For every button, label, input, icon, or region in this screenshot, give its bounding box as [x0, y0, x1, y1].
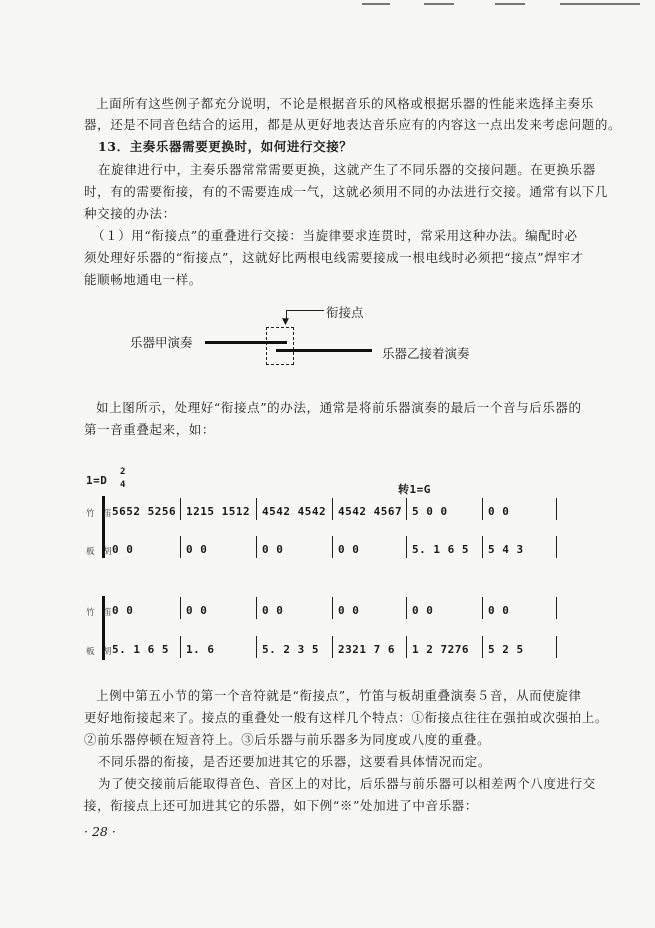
barline: [482, 536, 483, 558]
barline: [556, 636, 557, 658]
barline: [482, 498, 483, 520]
barline: [482, 636, 483, 658]
paragraph-5-line-1: 上例中第五小节的第一个音符就是“衔接点”，竹笛与板胡重叠演奏５音，从而使旋律: [96, 688, 582, 703]
s2-banhu-bar-6: 5 2 5: [488, 643, 524, 656]
barline: [406, 597, 407, 619]
time-signature-top: 2: [120, 467, 126, 477]
barline: [556, 498, 557, 520]
s1-banhu-bar-3: 0 0: [262, 543, 284, 556]
s1-banhu-bar-4: 0 0: [338, 543, 360, 556]
time-signature-bottom: 4: [120, 480, 126, 490]
barline: [332, 498, 333, 520]
barline: [256, 498, 257, 520]
paragraph-2-line-2: 时，有的需要衔接，有的不需要连成一气，这就必须用不同的办法进行交接。通常有以下几: [84, 184, 609, 199]
paragraph-5-line-2: 更好地衔接起来了。接点的重叠处一般有这样几个特点：①衔接点往往在强拍或次强拍上。: [84, 710, 609, 725]
barline: [406, 498, 407, 520]
s1-dizi-bar-6: 0 0: [488, 505, 510, 518]
s2-dizi-bar-5: 0 0: [412, 604, 434, 617]
s1-dizi-bar-5: 5 0 0: [412, 505, 448, 518]
modulation-marking: 转1=G: [398, 483, 431, 496]
barline: [180, 498, 181, 520]
system-1-dizi-label: 竹 笛: [86, 509, 112, 519]
paragraph-6-line-1: 不同乐器的衔接，是否还要加进其它的乐器，这要看具体情况而定。: [98, 754, 492, 769]
s2-dizi-bar-3: 0 0: [262, 604, 284, 617]
paragraph-4-line-2: 第一音重叠起来，如：: [84, 422, 216, 437]
s1-dizi-bar-4: 4542 4567: [338, 505, 403, 518]
s1-dizi-bar-1: 5652 5256: [112, 505, 177, 518]
s2-dizi-bar-1: 0 0: [112, 604, 134, 617]
barline: [406, 536, 407, 558]
instrument-a-label: 乐器甲演奏: [130, 335, 193, 350]
s1-dizi-bar-2: 1215 1512: [186, 505, 251, 518]
barline: [482, 597, 483, 619]
s1-dizi-bar-3: 4542 4542: [262, 505, 327, 518]
joint-point-label: 衔接点: [326, 305, 364, 320]
joint-pointer-line: [286, 310, 324, 311]
paragraph-2-line-3: 种交接的办法：: [84, 206, 176, 221]
s1-banhu-bar-1: 0 0: [112, 543, 134, 556]
instrument-a-line: [205, 341, 287, 344]
paragraph-5-line-3: ②前乐器停顿在短音符上。③后乐器与前乐器多为同度或八度的重叠。: [84, 732, 491, 747]
barline: [406, 636, 407, 658]
top-edge-marks: [0, 0, 655, 8]
paragraph-4-line-1: 如上图所示，处理好“衔接点”的办法，通常是将前乐器演奏的最后一个音与后乐器的: [96, 400, 582, 415]
s1-banhu-bar-5: 5. 1 6 5: [412, 543, 469, 556]
page-number: · 28 ·: [84, 824, 116, 839]
joint-dashed-box: [266, 327, 294, 365]
s2-dizi-bar-4: 0 0: [338, 604, 360, 617]
paragraph-7-line-2: 接，衔接点上还可加进其它的乐器，如下例“※”处加进了中音乐器：: [84, 798, 478, 813]
s1-banhu-bar-6: 5 4 3: [488, 543, 524, 556]
barline: [556, 536, 557, 558]
s2-banhu-bar-4: 2321 7 6: [338, 643, 395, 656]
paragraph-3-line-1: （１）用“衔接点”的重叠进行交接：当旋律要求连贯时，常采用这种办法。编配时必: [92, 228, 578, 243]
section-heading: 13．主奏乐器需要更换时，如何进行交接？: [98, 139, 353, 154]
barline: [180, 597, 181, 619]
s1-banhu-bar-2: 0 0: [186, 543, 208, 556]
system-2-banhu-label: 板 胡: [86, 647, 112, 657]
instrument-b-label: 乐器乙接着演奏: [382, 346, 470, 361]
arrow-down-icon: ▼: [282, 317, 289, 327]
barline: [256, 597, 257, 619]
s2-dizi-bar-2: 0 0: [186, 604, 208, 617]
barline: [332, 636, 333, 658]
barline: [332, 536, 333, 558]
barline: [180, 536, 181, 558]
barline: [256, 536, 257, 558]
s2-banhu-bar-5: 1 2 7276: [412, 643, 469, 656]
instrument-b-line: [276, 349, 372, 352]
barline: [556, 597, 557, 619]
barline: [256, 636, 257, 658]
barline: [180, 636, 181, 658]
s2-banhu-bar-2: 1. 6: [186, 643, 215, 656]
s2-banhu-bar-3: 5. 2 3 5: [262, 643, 319, 656]
paragraph-3-line-3: 能顺畅地通电一样。: [84, 272, 202, 287]
key-signature: 1=D: [86, 474, 108, 487]
system-1-banhu-label: 板 胡: [86, 547, 112, 557]
s2-dizi-bar-6: 0 0: [488, 604, 510, 617]
paragraph-3-line-2: 须处理好乐器的“衔接点”，这就好比两根电线需要接成一根电线时必须把“接点”焊牢才: [84, 250, 584, 265]
paragraph-1-line-1: 上面所有这些例子都充分说明，不论是根据音乐的风格或根据乐器的性能来选择主奏乐: [96, 96, 594, 111]
s2-banhu-bar-1: 5. 1 6 5: [112, 643, 169, 656]
paragraph-1-line-2: 器，还是不同音色结合的运用，都是从更好地表达音乐应有的内容这一点出发来考虑问题的。: [84, 117, 622, 132]
barline: [332, 597, 333, 619]
system-2-dizi-label: 竹 笛: [86, 608, 112, 618]
paragraph-7-line-1: 为了使交接前后能取得音色、音区上的对比，后乐器与前乐器可以相差两个八度进行交: [98, 776, 596, 791]
paragraph-2-line-1: 在旋律进行中，主奏乐器常常需要更换，这就产生了不同乐器的交接问题。在更换乐器: [98, 162, 596, 177]
